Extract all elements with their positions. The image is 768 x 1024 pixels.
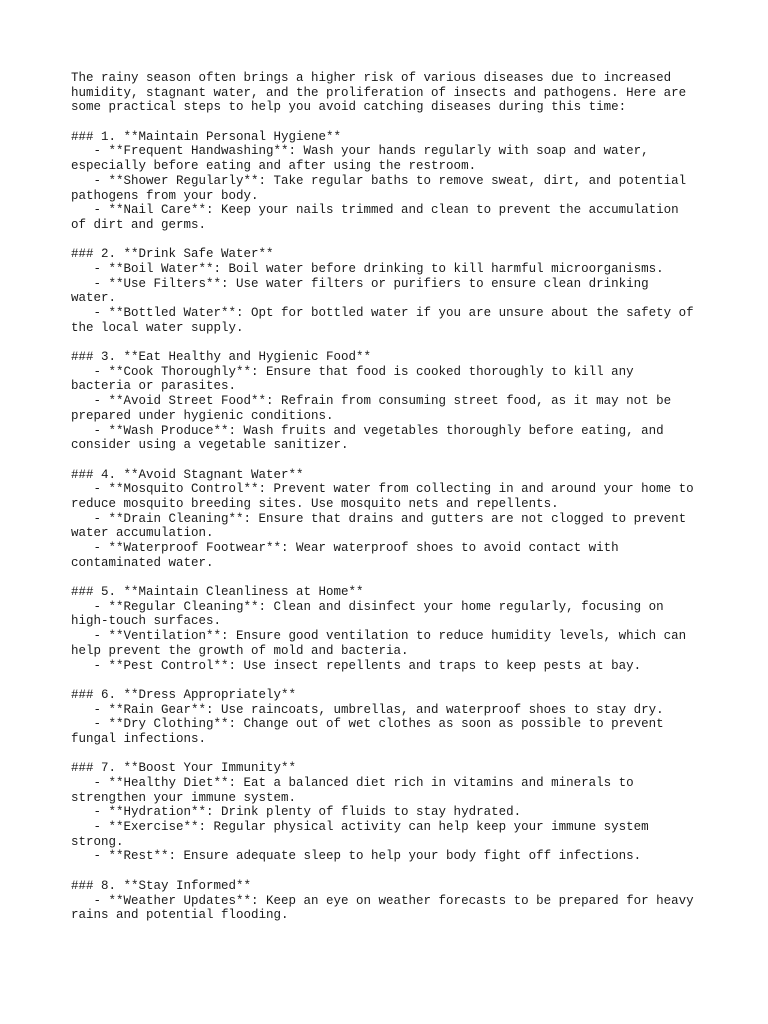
section-line: rains and potential flooding. [71, 908, 289, 923]
section-line: high-touch surfaces. [71, 614, 222, 629]
section-line: - **Pest Control**: Use insect repellents and traps to keep pests at bay. [71, 658, 642, 673]
section-line: the local water supply. [71, 320, 244, 335]
section-4 [71, 468, 711, 571]
section-line: reduce mosquito breeding sites. Use mosquito nets and repellents. [71, 496, 559, 511]
section-heading: ### 7. **Boost Your Immunity** [71, 761, 297, 776]
section-line: especially before eating and after using the restroom. [71, 159, 477, 174]
section-line: water accumulation. [71, 526, 214, 541]
section-heading: ### 4. **Avoid Stagnant Water** [71, 467, 304, 482]
intro-line: The rainy season often brings a higher risk of various diseases due to increased [71, 71, 672, 85]
section-line: - **Rest**: Ensure adequate sleep to help your body fight off infections. [71, 849, 642, 864]
section-line: contaminated water. [71, 555, 214, 570]
intro-line: some practical steps to help you avoid catching diseases during this time: [71, 100, 627, 115]
intro-line: humidity, stagnant water, and the proliferation of insects and pathogens. Here are [71, 85, 687, 100]
intro-paragraph [71, 71, 711, 115]
section-line: - **Regular Cleaning**: Clean and disinfect your home regularly, focusing on [71, 599, 664, 614]
section-line: - **Cook Thoroughly**: Ensure that food is cooked thoroughly to kill any [71, 364, 634, 379]
section-line: - **Ventilation**: Ensure good ventilation to reduce humidity levels, which can [71, 629, 687, 644]
section-line: help prevent the growth of mold and bacteria. [71, 643, 409, 658]
section-heading: ### 3. **Eat Healthy and Hygienic Food** [71, 350, 372, 365]
section-line: - **Drain Cleaning**: Ensure that drains and gutters are not clogged to prevent [71, 511, 687, 526]
section-line: prepared under hygienic conditions. [71, 408, 334, 423]
section-line: - **Frequent Handwashing**: Wash your hands regularly with soap and water, [71, 144, 649, 159]
section-heading: ### 5. **Maintain Cleanliness at Home** [71, 585, 364, 600]
section-line: - **Nail Care**: Keep your nails trimmed and clean to prevent the accumulation [71, 203, 679, 218]
section-line: water. [71, 291, 117, 306]
section-line: strengthen your immune system. [71, 790, 297, 805]
section-line: - **Exercise**: Regular physical activity can help keep your immune system [71, 820, 649, 835]
section-line: - **Weather Updates**: Keep an eye on weather forecasts to be prepared for heavy [71, 893, 694, 908]
section-line: - **Hydration**: Drink plenty of fluids to stay hydrated. [71, 805, 522, 820]
section-5 [71, 585, 711, 673]
section-line: bacteria or parasites. [71, 379, 237, 394]
section-heading: ### 8. **Stay Informed** [71, 878, 252, 893]
section-line: - **Dry Clothing**: Change out of wet clothes as soon as possible to prevent [71, 717, 664, 732]
section-line: - **Wash Produce**: Wash fruits and vegetables thoroughly before eating, and [71, 423, 664, 438]
section-line: - **Mosquito Control**: Prevent water from collecting in and around your home to [71, 482, 694, 497]
section-line: - **Shower Regularly**: Take regular baths to remove sweat, dirt, and potential [71, 173, 687, 188]
document-page [71, 71, 711, 938]
section-heading: ### 2. **Drink Safe Water** [71, 247, 274, 262]
section-line: strong. [71, 834, 124, 849]
section-line: - **Rain Gear**: Use raincoats, umbrellas, and waterproof shoes to stay dry. [71, 702, 664, 717]
section-heading: ### 1. **Maintain Personal Hygiene** [71, 129, 342, 144]
section-line: - **Boil Water**: Boil water before drinking to kill harmful microorganisms. [71, 261, 664, 276]
section-line: pathogens from your body. [71, 188, 259, 203]
section-line: - **Waterproof Footwear**: Wear waterproof shoes to avoid contact with [71, 541, 619, 555]
section-2 [71, 247, 711, 335]
section-1 [71, 130, 711, 233]
section-line: - **Use Filters**: Use water filters or purifiers to ensure clean drinking [71, 276, 649, 291]
section-8 [71, 879, 711, 923]
section-line: of dirt and germs. [71, 217, 207, 232]
section-3 [71, 350, 711, 453]
section-line: - **Healthy Diet**: Eat a balanced diet rich in vitamins and minerals to [71, 776, 634, 790]
section-heading: ### 6. **Dress Appropriately** [71, 687, 297, 702]
section-line: consider using a vegetable sanitizer. [71, 438, 349, 453]
section-7 [71, 761, 711, 864]
section-6 [71, 688, 711, 747]
section-line: - **Avoid Street Food**: Refrain from consuming street food, as it may not be [71, 394, 672, 409]
section-line: fungal infections. [71, 731, 207, 746]
section-line: - **Bottled Water**: Opt for bottled water if you are unsure about the safety of [71, 306, 694, 320]
